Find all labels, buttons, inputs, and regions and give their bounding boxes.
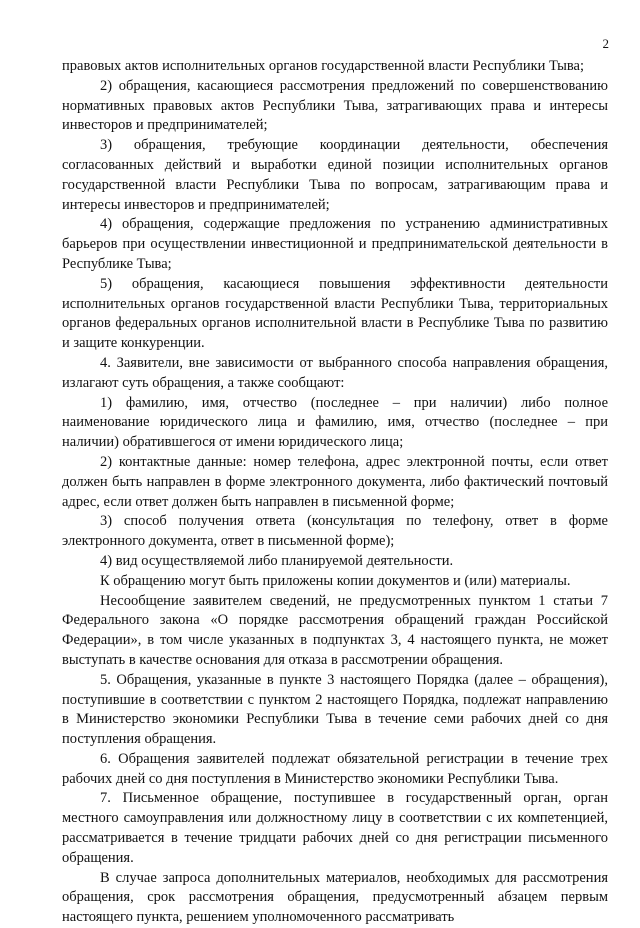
paragraph-subitem-2: 2) контактные данные: номер телефона, адрес электронной почты, если ответ должен быть направлен в форме электронного документа, либо фактический почтовый адрес, если ответ должен быть направлен в письменной форме; <box>62 453 608 510</box>
paragraph-attachments: К обращению могут быть приложены копии документов и (или) материалы. <box>100 572 571 589</box>
paragraph-clause-6: 6. Обращения заявителей подлежат обязательной регистрации в течение трех рабочих дней со дня поступления в Министерство экономики Республики Тыва. <box>62 750 608 787</box>
paragraph-item-4: 4) обращения, содержащие предложения по устранению административных барьеров при осуществлении инвестиционной и предпринимательской деятельности в Республике Тыва; <box>62 216 608 272</box>
paragraph-additional-materials: В случае запроса дополнительных материалов, необходимых для рассмотрения обращения, срок рассмотрения обращения, предусмотренный абзацем первым настоящего пункта, решением уполномоченного рассматривать <box>62 869 608 926</box>
page-number: 2 <box>602 36 609 51</box>
document-body <box>62 57 608 928</box>
paragraph-item-5: 5) обращения, касающиеся повышения эффективности деятельности исполнительных органов государственной власти Республики Тыва, территориальных органов федеральных органов исполнительной власти в Республике Тыва по развитию и защите конкуренции. <box>62 275 608 352</box>
paragraph-non-disclosure: Несообщение заявителем сведений, не предусмотренных пунктом 1 статьи 7 Федерального закона «О порядке рассмотрения обращений граждан Российской Федерации», в том числе указанных в подпунктах 3, 4 настоящего пункта, не может выступать в качестве основания для отказа в рассмотрении обращения. <box>62 592 608 668</box>
paragraph-item-3: 3) обращения, требующие координации деятельности, обеспечения согласованных действий и выработки единой позиции исполнительных органов государственной власти Республики Тыва по вопросам, затрагивающим права и интересы инвесторов и предпринимателей; <box>62 137 608 213</box>
paragraph-subitem-4: 4) вид осуществляемой либо планируемой деятельности. <box>100 552 454 569</box>
paragraph-clause-4: 4. Заявители, вне зависимости от выбранного способа направления обращения, излагают суть обращения, а также сообщают: <box>62 354 608 391</box>
paragraph-clause-5: 5. Обращения, указанные в пункте 3 настоящего Порядка (далее – обращения), поступившие в соответствии с пунктом 2 настоящего Порядка, подлежат направлению в Министерство экономики Республики Тыва в течение семи рабочих дней со дня поступления обращения. <box>62 671 608 748</box>
paragraph-clause-7: 7. Письменное обращение, поступившее в государственный орган, орган местного самоуправления или должностному лицу в соответствии с их компетенцией, рассматривается в течение тридцати рабочих дней со дня регистрации письменного обращения. <box>62 790 608 866</box>
paragraph-subitem-1: 1) фамилию, имя, отчество (последнее – при наличии) либо полное наименование юридического лица и фамилию, имя, отчество (последнее – при наличии) обратившегося от имени юридического лица; <box>62 394 608 451</box>
paragraph-continuation: правовых актов исполнительных органов государственной власти Республики Тыва; <box>62 58 585 74</box>
paragraph-subitem-3: 3) способ получения ответа (консультация по телефону, ответ в форме электронного документа, ответ в письменной форме); <box>62 513 608 550</box>
paragraph-item-2: 2) обращения, касающиеся рассмотрения предложений по совершенствованию нормативных правовых актов Республики Тыва, затрагивающих права и интересы инвесторов и предпринимателей; <box>62 77 608 134</box>
